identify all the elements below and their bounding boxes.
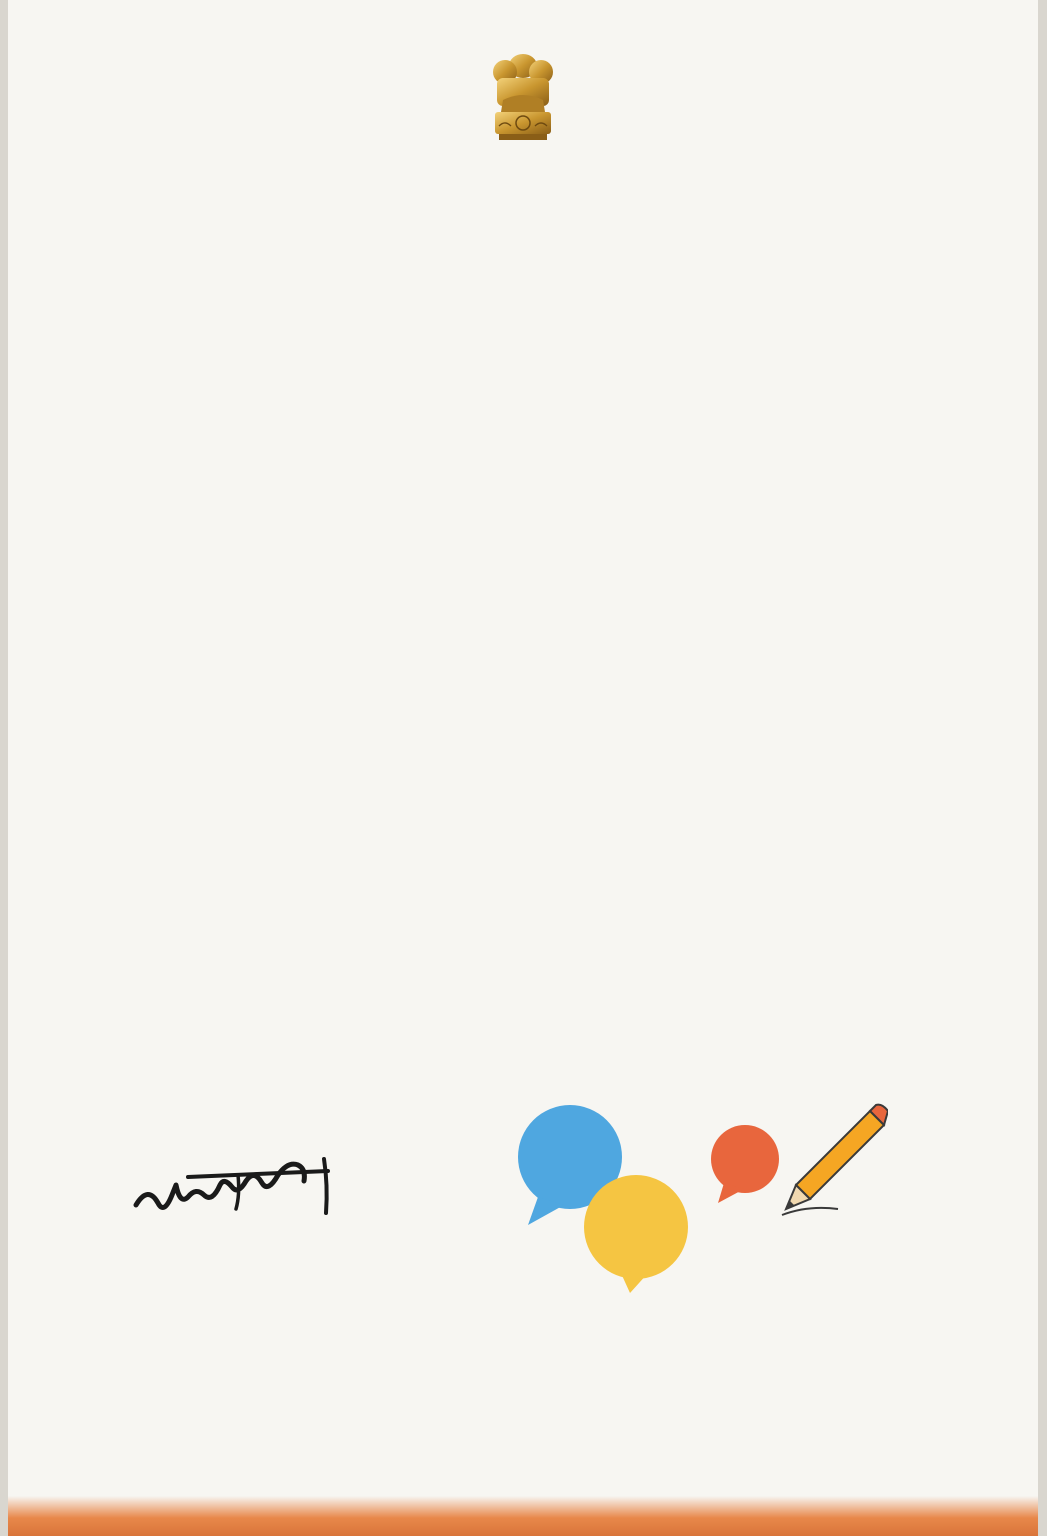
pencil-icon [782, 1105, 888, 1215]
logo-bubbles [508, 1085, 888, 1295]
letter-page [8, 0, 1038, 1536]
bottom-edge [8, 1496, 1038, 1536]
letter-body [146, 356, 894, 376]
national-emblem-icon [483, 50, 563, 160]
decorative-bottom-border [8, 1372, 1038, 1472]
pariksha-pe-charcha-logo [508, 1085, 888, 1295]
handwritten-signature [128, 1125, 348, 1225]
yellow-bubble-icon [584, 1175, 688, 1279]
decorative-top-border [8, 14, 1038, 54]
orange-bubble-icon [711, 1125, 779, 1193]
